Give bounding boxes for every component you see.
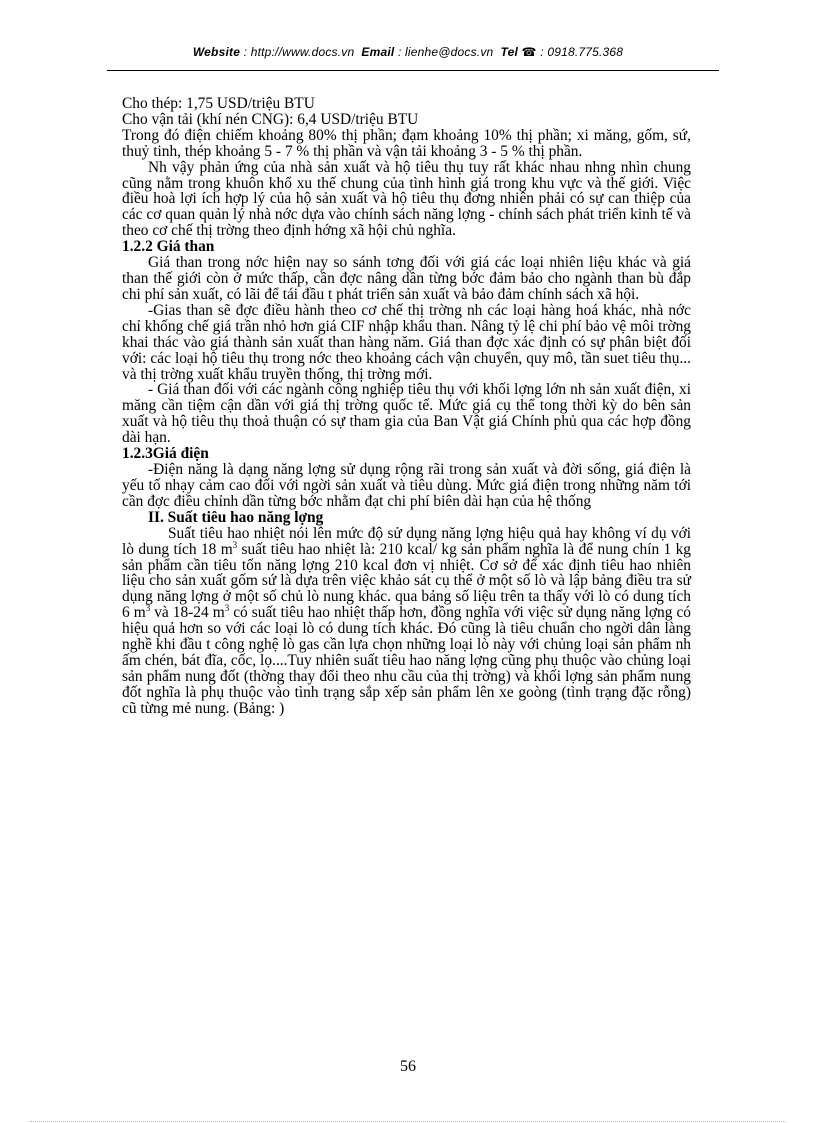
text-run: có suất tiêu hao nhiệt thấp hơn, đồng nghĩa với việc sử dụng năng lợng có hiệu quả hơn so với các loại lò có dung tích khác. Đó cũng là tiêu chuẩn cho ngời dân làng nghề khi đầu t công nghệ lò gas cần lựa chọn những loại lò này với chủng loại sản phẩm nh ấm chén, bát đĩa, cốc, lọ....Tuy nhiên suất tiêu hao năng lợng cũng phụ thuộc vào chủng loại sản phẩm nung đốt (thờng thay đổi theo nhu cầu của thị trờng) và khối lợng sản phẩm nung đốt nghĩa là phụ thuộc vào tình trạng sắp xếp sản phẩm lên xe goòng (tình trạng đặc rỗng) cũ từng mẻ nung. (Bảng: ) [122, 604, 691, 717]
paragraph-coal-price-2: -Gias than sẽ đợc điều hành theo cơ chế thị trờng nh các loại hàng hoá khác, nhà nớc chỉ khống chế giá trần nhỏ hơn giá CIF nhập khẩu than. Nâng tỷ lệ chi phí bảo vệ môi trờng khai thác vào giá thành sản xuất than hàng năm. Giá than đợc xác định có sự phân biệt đối với: các loại hộ tiêu thụ trong nớc theo khoảng cách vận chuyển, quy mô, tần suet tiêu thụ... và thị trờng xuất khẩu truyền thống, thị trờng mới. [122, 301, 691, 383]
paragraph-producer-response: Nh vậy phản ứng của nhà sản xuất và hộ tiêu thụ tuy rất khác nhau nhng nhìn chung cũng nằm trong khuôn khổ xu thế chung của tình hình giá trong khu vực và thế giới. Việc điều hoà lợi ích hợp lý của hộ sản xuất và hộ tiêu thụ đơng nhiên phải có sự can thiệp của các cơ quan quản lý nhà nớc dựa vào chính sách năng lợng - chính sách phát triển kinh tế và theo cơ chế thị trờng theo định hớng xã hội chủ nghĩa. [122, 158, 691, 240]
paragraph-transport-price: Cho vận tải (khí nén CNG): 6,4 USD/triệu BTU [122, 110, 419, 128]
website-label: Website [192, 45, 241, 59]
superscript: 3 [232, 539, 238, 550]
paragraph-electricity-price: -Điện năng là dạng năng lợng sử dụng rộng rãi trong sản xuất và đời sống, giá điện là yếu tố nhạy cảm cao đối với ngời sản xuất và tiêu dùng. Mức giá điện trong những năm tới cần đợc điều chỉnh dần từng bớc nhằm đạt chi phí biên dài hạn của hệ thống [122, 461, 691, 510]
superscript: 3 [145, 603, 151, 614]
tel-label: Tel [500, 45, 518, 59]
heading-electricity-price: 1.2.3Giá điện [122, 445, 209, 463]
page-bottom-edge [30, 1121, 786, 1122]
email-label: Email [361, 45, 395, 59]
phone-icon: ☎ [521, 45, 537, 59]
heading-energy-consumption: II. Suất tiêu hao năng lợng [148, 508, 324, 526]
tel-value: : 0918.775.368 [540, 45, 624, 59]
document-body [122, 96, 691, 717]
paragraph-steel-price: Cho thép: 1,75 USD/triệu BTU [122, 95, 315, 112]
paragraph-coal-price-3: - Giá than đối với các ngành công nghiệp tiêu thụ với khối lợng lớn nh sản xuất điện, xi măng cần tiệm cận dần với giá thị trờng quốc tế. Mức giá cụ thể tong thời kỳ do bên sản xuất và hộ tiêu thụ thoả thuận có sự tham gia của Ban Vật giá Chính phủ qua các hợp đồng dài hạn. [122, 381, 691, 447]
text-run: và 18-24 m [150, 604, 225, 622]
paragraph-coal-price-1: Giá than trong nớc hiện nay so sánh tơng đối với giá các loại nhiên liệu khác và giá than thế giới còn ở mức thấp, cần đợc nâng dần từng bớc đảm bảo cho ngành than bù đắp chi phí sản xuất, có lãi để tái đầu t phát triển sản xuất và bảo đảm chính sách xã hội. [122, 254, 691, 303]
email-value: : lienhe@docs.vn [397, 45, 494, 59]
header-divider [107, 70, 719, 71]
text-run: Suất tiêu hao nhiệt nói lên mức độ sử dụng năng lợng hiệu quả hay không ví dụ với lò dung tích 18 m [122, 524, 691, 558]
heading-coal-price: 1.2.2 Giá than [122, 238, 215, 256]
text-run: suất tiêu hao nhiệt là: 210 kcal/ kg sản phẩm nghĩa là để nung chín 1 kg sản phẩm cần tiêu tốn năng lợng 210 kcal đơn vị nhiệt. Cơ sở để xác định tiêu hao nhiên liệu cho sản xuất gốm sứ là dựa trên việc khảo sát cụ thể ở một số lò và lập bảng điều tra sử dụng năng lợng ở một số chủ lò nung khác. qua bảng số liệu trên ta thấy với lò có dung tích 6 m [122, 540, 691, 622]
page-number: 56 [400, 1058, 416, 1075]
website-value: : http://www.docs.vn [243, 45, 355, 59]
paragraph-energy-consumption [122, 526, 691, 717]
superscript: 3 [224, 603, 230, 614]
paragraph-market-share: Trong đó điện chiếm khoảng 80% thị phần; đạm khoảng 10% thị phần; xi măng, gốm, sứ, thuỷ tinh, thép khoảng 5 - 7 % thị phần và vận tải khoảng 3 - 5 % thị phần. [122, 126, 691, 160]
page-header [0, 45, 816, 67]
